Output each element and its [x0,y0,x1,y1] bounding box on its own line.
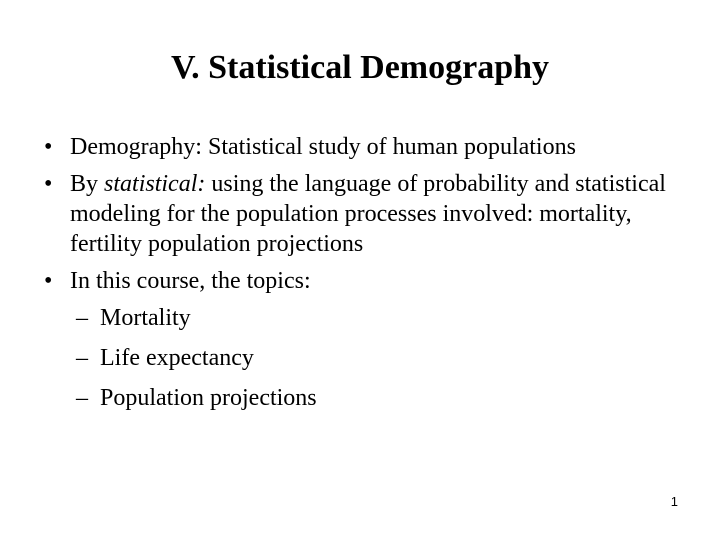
dash-marker: – [76,305,88,331]
subbullet-item [40,383,690,413]
bullet-marker: • [44,171,53,197]
bullet-text: Demography: Statistical study of human populations [70,134,576,160]
bullet-item [40,132,690,162]
bullet-text-prefix: By [70,171,105,197]
bullet-marker: • [44,268,53,294]
bullet-text: using the language of probability and statistical modeling for the population processes involved: mortality, fertility population projections [70,171,666,257]
subbullet-item [40,303,690,333]
bullet-marker: • [44,134,53,160]
bullet-list [40,132,690,423]
bullet-item [40,266,690,296]
subbullet-text: Life expectancy [100,345,254,371]
bullet-text-italic: statistical: [104,171,206,197]
subbullet-text: Mortality [100,305,191,331]
bullet-item [40,169,690,259]
subbullet-item [40,343,690,373]
bullet-text: In this course, the topics: [70,268,311,294]
subbullet-text: Population projections [100,385,317,411]
slide-title: V. Statistical Demography [170,49,550,86]
page-number: 1 [670,494,678,509]
dash-marker: – [76,345,88,371]
dash-marker: – [76,385,88,411]
